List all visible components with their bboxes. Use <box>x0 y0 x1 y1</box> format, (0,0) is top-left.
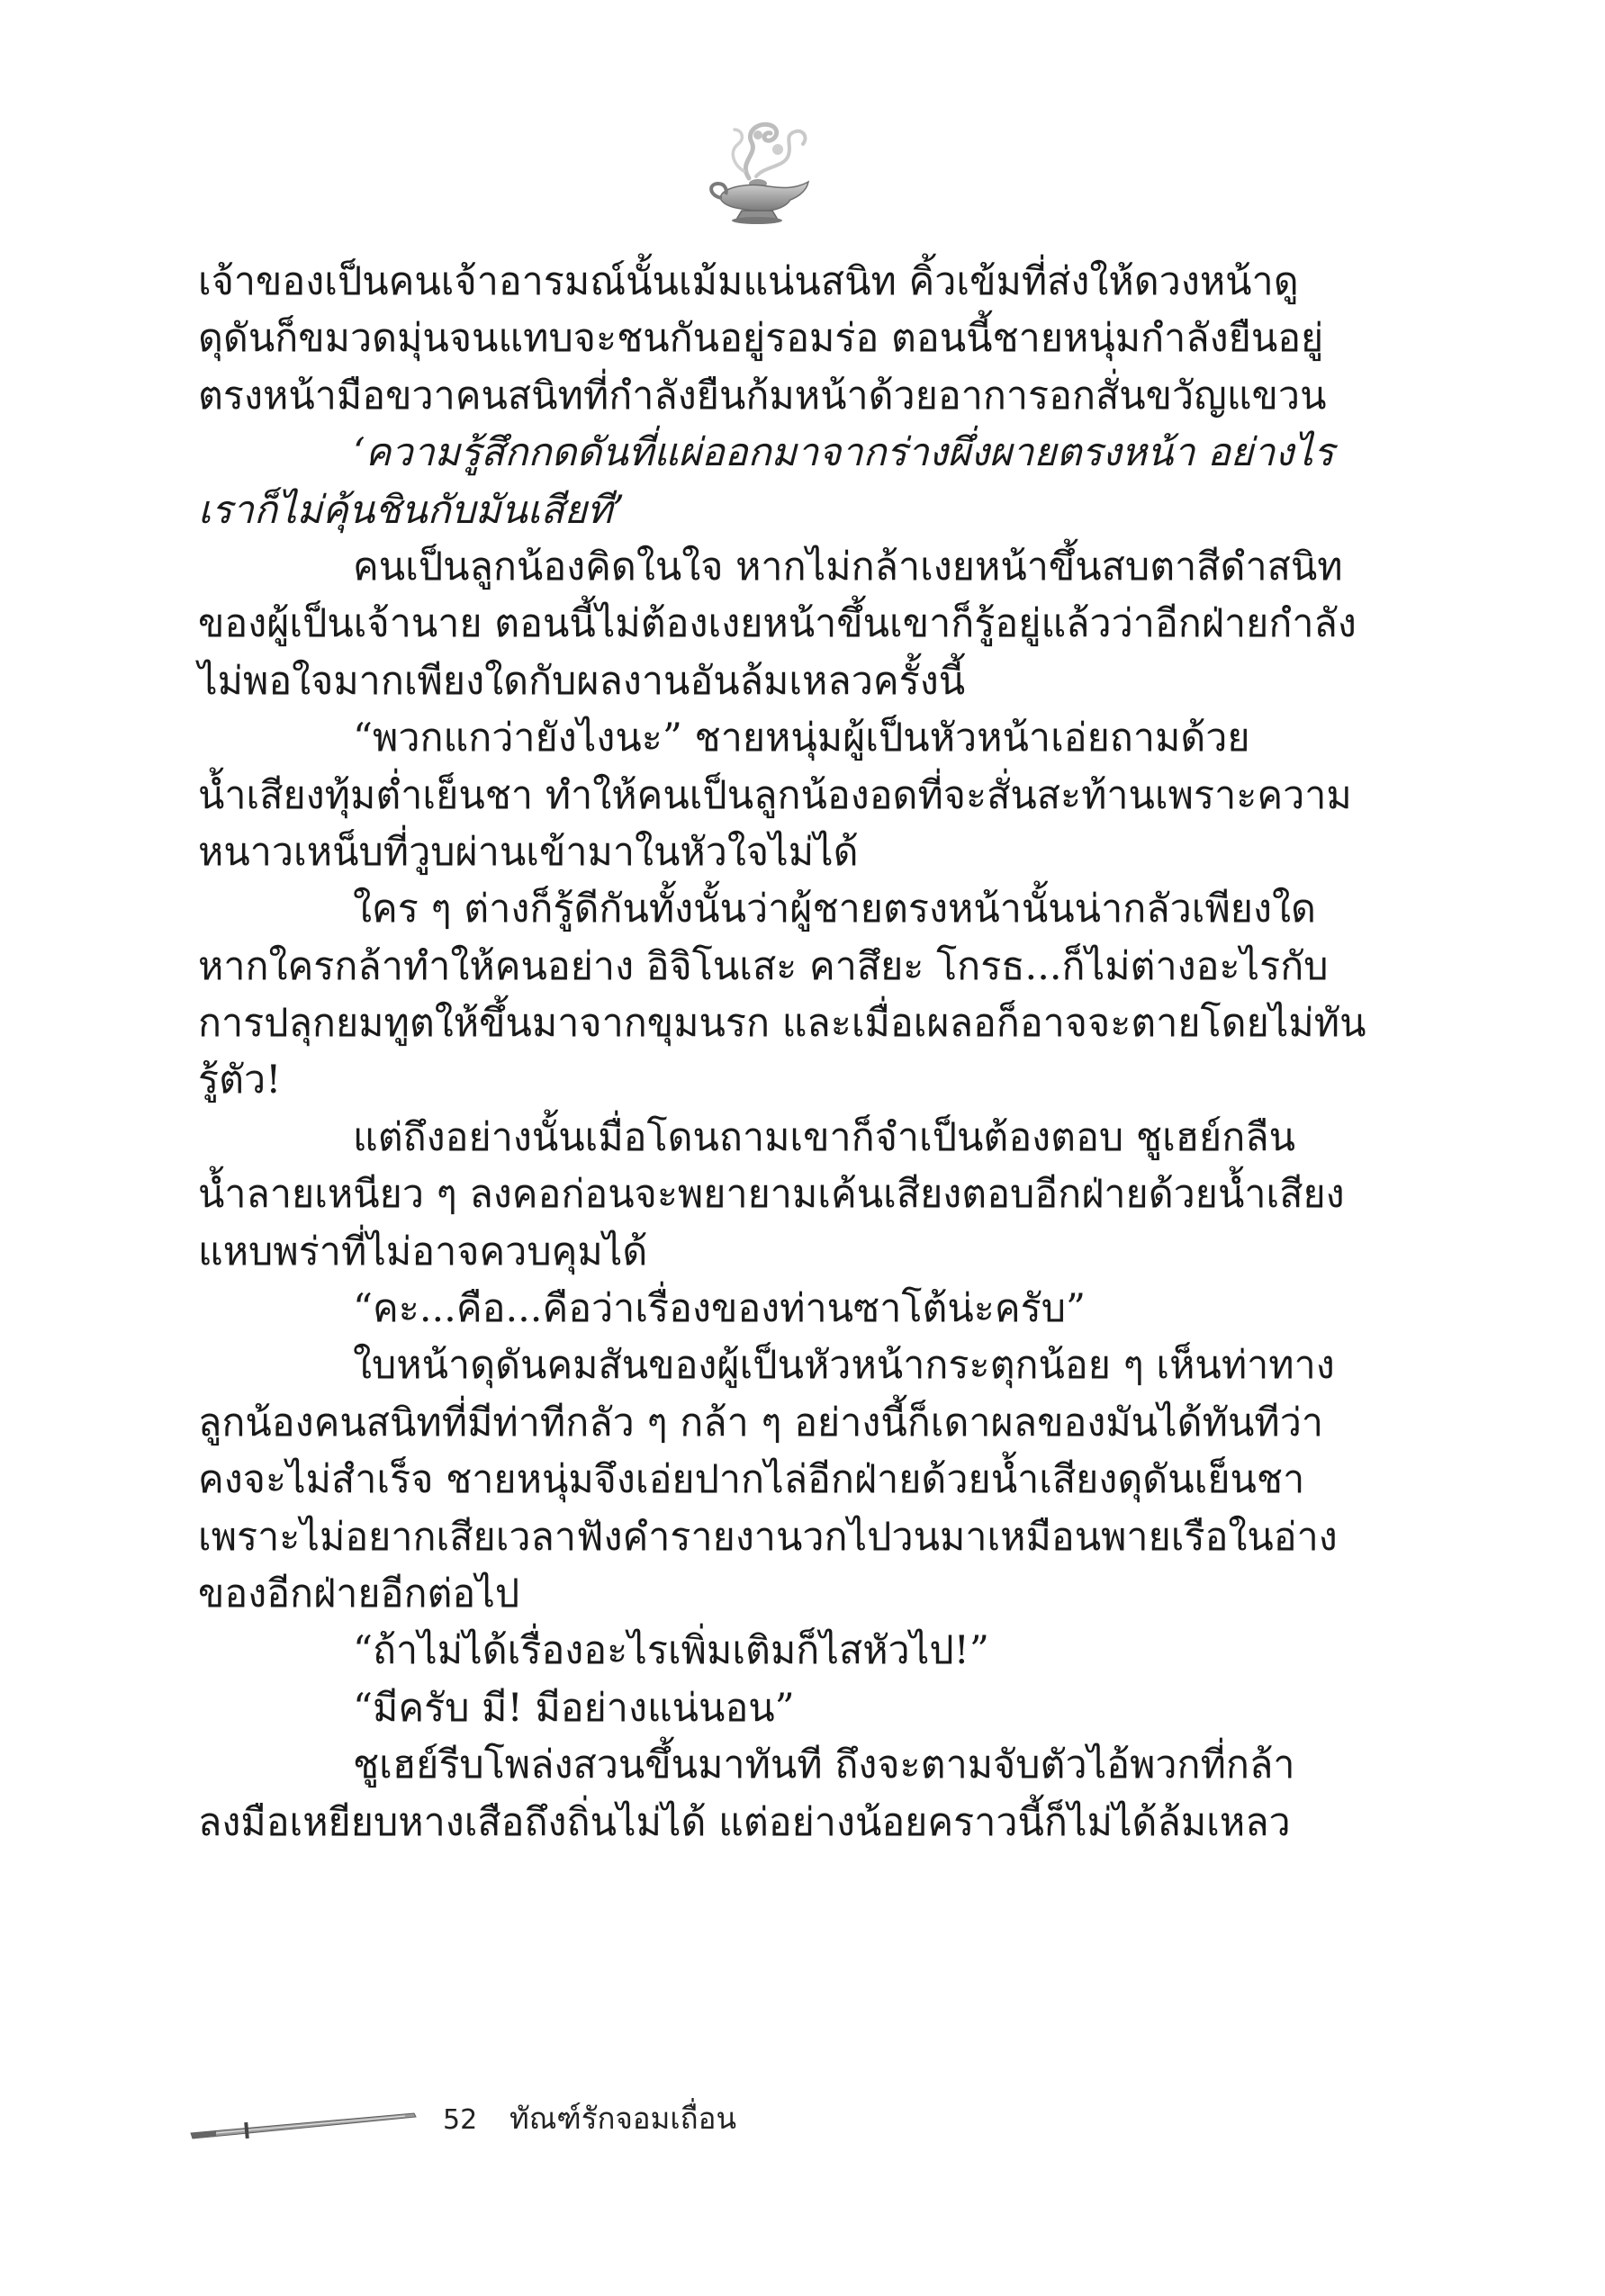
text-line: เจ้าของเป็นคนเจ้าอารมณ์นั้นเม้มแน่นสนิท คิ้วเข้มที่ส่งให้ดวงหน้าดู <box>198 259 1299 304</box>
text-line: ‘ความรู้สึกกดดันที่แผ่ออกมาจากร่างผึ่งผายตรงหน้า อย่างไร <box>353 430 1334 476</box>
text-line: คนเป็นลูกน้องคิดในใจ หากไม่กล้าเงยหน้าขึ้นสบตาสีดำสนิท <box>353 544 1343 590</box>
text-line: น้ำเสียงทุ้มต่ำเย็นชา ทำให้คนเป็นลูกน้องอดที่จะสั่นสะท้านเพราะความ <box>198 772 1352 818</box>
text-line: “มีครับ มี! มีอย่างแน่นอน” <box>353 1685 795 1731</box>
page-number: 52 <box>443 2104 478 2136</box>
text-line: ใบหน้าดุดันคมสันของผู้เป็นหัวหน้ากระตุกน้อย ๆ เห็นท่าทาง <box>353 1343 1335 1389</box>
text-line: รู้ตัว! <box>198 1058 282 1103</box>
text-line: ชูเฮย์รีบโพล่งสวนขึ้นมาทันที ถึงจะตามจับตัวไอ้พวกที่กล้า <box>353 1742 1295 1788</box>
sword-icon <box>189 2097 419 2151</box>
text-line: ของผู้เป็นเจ้านาย ตอนนี้ไม่ต้องเงยหน้าขึ้นเขาก็รู้อยู่แล้วว่าอีกฝ่ายกำลัง <box>198 601 1357 647</box>
body-text <box>198 254 1366 1851</box>
text-line: “คะ...คือ...คือว่าเรื่องของท่านซาโต้น่ะครับ” <box>353 1286 1087 1332</box>
text-line: “พวกแกว่ายังไงนะ” ชายหนุ่มผู้เป็นหัวหน้าเอ่ยถามด้วย <box>353 716 1250 761</box>
text-line: ใคร ๆ ต่างก็รู้ดีกันทั้งนั้นว่าผู้ชายตรงหน้านั้นน่ากลัวเพียงใด <box>353 887 1316 932</box>
text-line: ลูกน้องคนสนิทที่มีท่าทีกลัว ๆ กล้า ๆ อย่างนี้ก็เดาผลของมันได้ทันทีว่า <box>198 1400 1323 1445</box>
text-line: ไม่พอใจมากเพียงใดกับผลงานอันล้มเหลวครั้งนี้ <box>198 658 966 704</box>
page-footer <box>189 2097 819 2151</box>
text-line: เราก็ไม่คุ้นชินกับมันเสียที’ <box>198 487 625 533</box>
genie-lamp-icon <box>702 108 819 234</box>
text-line: ของอีกฝ่ายอีกต่อไป <box>198 1571 520 1616</box>
text-line: “ถ้าไม่ได้เรื่องอะไรเพิ่มเติมก็ไสหัวไป!” <box>353 1628 989 1674</box>
text-line: คงจะไม่สำเร็จ ชายหนุ่มจึงเอ่ยปากไล่อีกฝ่ายด้วยน้ำเสียงดุดันเย็นชา <box>198 1457 1305 1503</box>
text-line: แต่ถึงอย่างนั้นเมื่อโดนถามเขาก็จำเป็นต้องตอบ ชูเฮย์กลืน <box>353 1114 1295 1160</box>
text-line: หากใครกล้าทำให้คนอย่าง อิจิโนเสะ คาสึยะ โกรธ...ก็ไม่ต่างอะไรกับ <box>198 943 1329 989</box>
text-line: ลงมือเหยียบหางเสือถึงถิ่นไม่ได้ แต่อย่างน้อยคราวนี้ก็ไม่ได้ล้มเหลว <box>198 1799 1291 1845</box>
text-line: การปลุกยมทูตให้ขึ้นมาจากขุมนรก และเมื่อเผลอก็อาจจะตายโดยไม่ทัน <box>198 1001 1366 1047</box>
text-line: เพราะไม่อยากเสียเวลาฟังคำรายงานวกไปวนมาเหมือนพายเรือในอ่าง <box>198 1514 1338 1560</box>
text-line: แหบพร่าที่ไม่อาจควบคุมได้ <box>198 1229 648 1274</box>
text-line: ตรงหน้ามือขวาคนสนิทที่กำลังยืนก้มหน้าด้วยอาการอกสั่นขวัญแขวน <box>198 373 1327 419</box>
text-line: น้ำลายเหนียว ๆ ลงคอก่อนจะพยายามเค้นเสียงตอบอีกฝ่ายด้วยน้ำเสียง <box>198 1172 1345 1218</box>
text-line: ดุดันก็ขมวดมุ่นจนแทบจะชนกันอยู่รอมร่อ ตอนนี้ชายหนุ่มกำลังยืนอยู่ <box>198 316 1324 362</box>
text-line: หนาวเหน็บที่วูบผ่านเข้ามาในหัวใจไม่ได้ <box>198 829 859 875</box>
book-title: ทัณฑ์รักจอมเถื่อน <box>509 2101 737 2136</box>
